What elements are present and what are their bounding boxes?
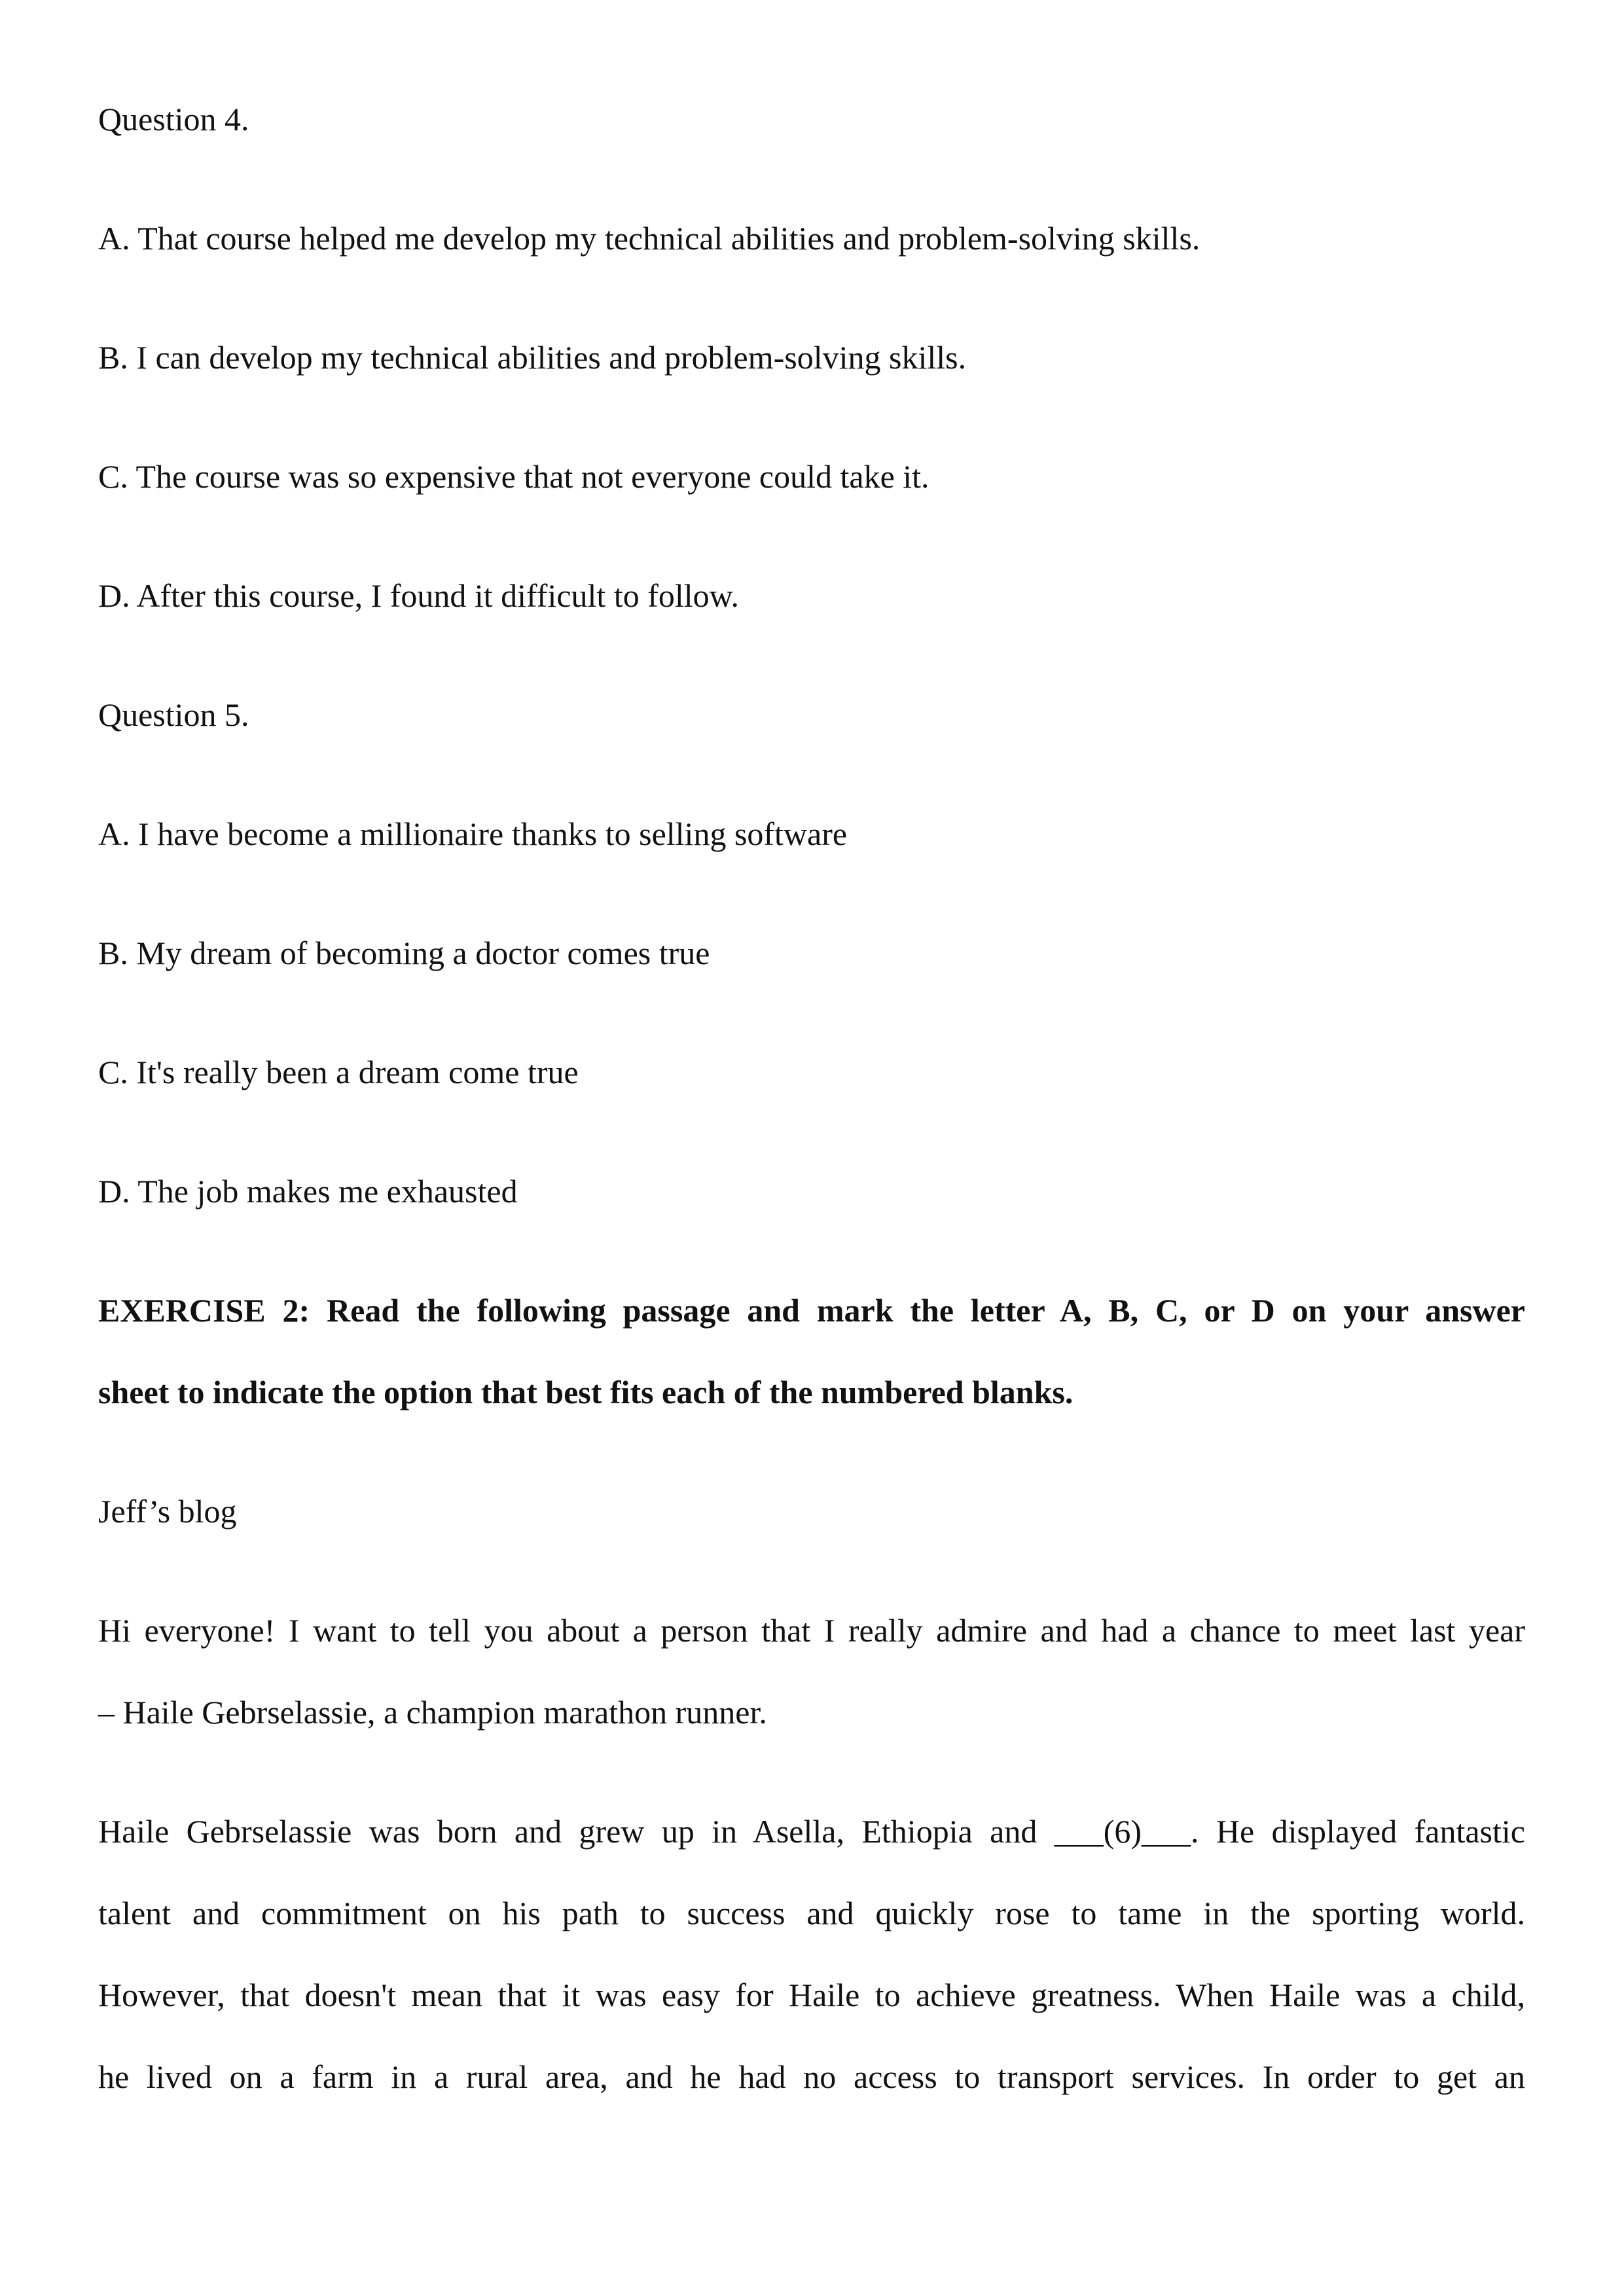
passage-paragraph-2-line-3: However, that doesn't mean that it was easy for Haile to achieve greatness. When Haile was a child, (98, 1977, 1525, 2013)
passage-paragraph-2-line-2: talent and commitment on his path to success and quickly rose to tame in the sporting world. (98, 1895, 1525, 1931)
question-4-option-d: D. After this course, I found it difficult to follow. (98, 577, 740, 614)
question-4-title: Question 4. (98, 101, 249, 137)
question-5-option-a: A. I have become a millionaire thanks to selling software (98, 816, 848, 852)
exercise-heading-line-1: EXERCISE 2: Read the following passage and mark the letter A, B, C, or D on your answer (98, 1292, 1525, 1329)
question-4-option-c: C. The course was so expensive that not everyone could take it. (98, 458, 929, 495)
question-4-option-a: A. That course helped me develop my technical abilities and problem-solving skills. (98, 220, 1200, 257)
question-5-option-d: D. The job makes me exhausted (98, 1173, 518, 1210)
question-5-title: Question 5. (98, 696, 249, 733)
passage-paragraph-2-line-1: Haile Gebrselassie was born and grew up in Asella, Ethiopia and ___(6)___. He displayed fantastic (98, 1813, 1525, 1850)
exercise-heading-line-2: sheet to indicate the option that best fits each of the numbered blanks. (98, 1374, 1074, 1410)
question-5-option-b: B. My dream of becoming a doctor comes true (98, 935, 710, 971)
question-4-option-b: B. I can develop my technical abilities and problem-solving skills. (98, 339, 967, 376)
passage-paragraph-1-line-2: – Haile Gebrselassie, a champion marathon runner. (98, 1694, 767, 1731)
passage-paragraph-2-line-4: he lived on a farm in a rural area, and he had no access to transport services. In order to get an (98, 2058, 1525, 2095)
passage-paragraph-1-line-1: Hi everyone! I want to tell you about a person that I really admire and had a chance to meet last year (98, 1612, 1525, 1649)
passage-title: Jeff’s blog (98, 1493, 237, 1530)
question-5-option-c: C. It's really been a dream come true (98, 1054, 579, 1090)
